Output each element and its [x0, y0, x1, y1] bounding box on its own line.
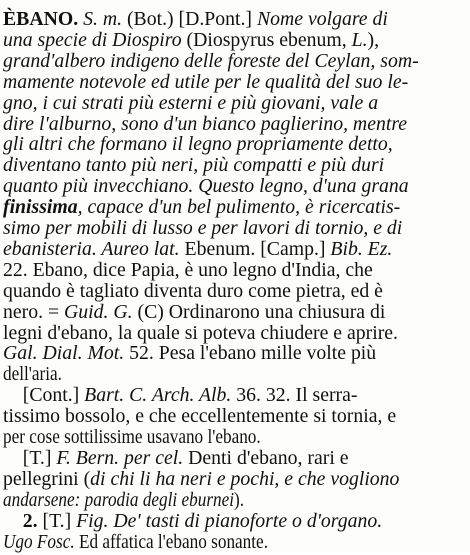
- entry-text: 52. Pesa l'ebano mille volte più: [124, 342, 377, 365]
- entry-text: diventano tanto più neri, più compatti e più duri: [3, 154, 385, 177]
- entry-line: [3, 529, 407, 555]
- entry-text: gno, i cui strati più esterni e più giovani, vale a: [3, 91, 379, 114]
- entry-text: Ebenum. [Camp.]: [179, 237, 331, 260]
- entry-text: quando è tagliato diventa duro come pietra, ed è: [3, 279, 383, 302]
- entry-text: gli altri che formano il legno propriamente detto,: [3, 133, 393, 156]
- entry-text: finissima: [3, 196, 78, 219]
- entry-text: quanto più invecchiano. Questo legno, d'una grana: [3, 175, 409, 198]
- entry-text: , capace d'un bel pulimento, è ricercatis-: [77, 196, 401, 219]
- entry-text: Ed affatica l'ebano sonante.: [74, 530, 269, 553]
- entry-text: [T.]: [3, 446, 57, 469]
- entry-text: Ugo Fosc.: [3, 530, 75, 553]
- entry-text: simo per mobili di lusso e per lavori di tornio, e di: [3, 217, 403, 239]
- entry-text: mamente notevole ed utile per le qualità del suo le-: [3, 70, 409, 93]
- entry-text: ),: [367, 28, 380, 51]
- entry-text: 36. 32. Il serra-: [231, 384, 358, 407]
- entry-text: 22. Ebano, dice Papia, è uno legno d'India, che: [3, 258, 373, 281]
- entry-text: (Bot.) [D.Pont.]: [122, 8, 257, 30]
- entry-text: nero. =: [3, 300, 65, 323]
- entry-text: per cose sottilissime usavano l'ebano.: [3, 426, 261, 448]
- entry-text: L.: [351, 28, 368, 51]
- entry-text: 2.: [22, 509, 38, 532]
- entry-text: ).: [234, 488, 245, 511]
- entry-text: (Diospyrus ebenum,: [181, 28, 352, 51]
- entry-text: una specie di: [3, 28, 113, 51]
- entry-text: ebanisteria. Aureo lat.: [3, 237, 180, 260]
- entry-text: andarsene: parodia degli eburnei: [3, 488, 235, 511]
- entry-text: Denti d'ebano, rari e: [183, 446, 349, 469]
- entry-text: grand'albero indigeno delle foreste del Ceylan, som-: [3, 49, 419, 72]
- entry-text: [Cont.]: [3, 384, 85, 407]
- entry-text: Bib. Ez.: [330, 237, 393, 260]
- entry-text: tissimo bossolo, e che eccellentemente si tornia, e: [3, 405, 397, 428]
- entry-text: (C) Ordinarono una chiusura di: [132, 300, 386, 323]
- entry-text: ÈBANO.: [3, 8, 79, 30]
- entry-text: S. m.: [83, 8, 123, 30]
- entry-text: pellegrini (: [3, 467, 91, 490]
- entry-text: Nome volgare di: [256, 8, 388, 30]
- entry-text: legni d'ebano, la quale si poteva chiudere e aprire.: [3, 321, 398, 344]
- entry-text: Guid. G.: [64, 300, 133, 323]
- entry-text: dire l'alburno, sono d'un bianco paglierino, mentre: [3, 112, 408, 135]
- entry-text: Gal. Dial. Mot.: [3, 342, 125, 365]
- entry-text: Bart. C. Arch. Alb.: [84, 384, 232, 407]
- entry-text: Diospiro: [112, 28, 182, 51]
- entry-text: F. Bern. per cel.: [56, 446, 184, 469]
- entry-text: Fig. De' tasti di pianoforte o d'organo.: [76, 509, 383, 532]
- entry-text: [T.]: [37, 509, 77, 532]
- entry-text: di chi li ha neri e pochi, e che vogliono: [90, 467, 400, 490]
- entry-text: dell'aria.: [3, 363, 62, 386]
